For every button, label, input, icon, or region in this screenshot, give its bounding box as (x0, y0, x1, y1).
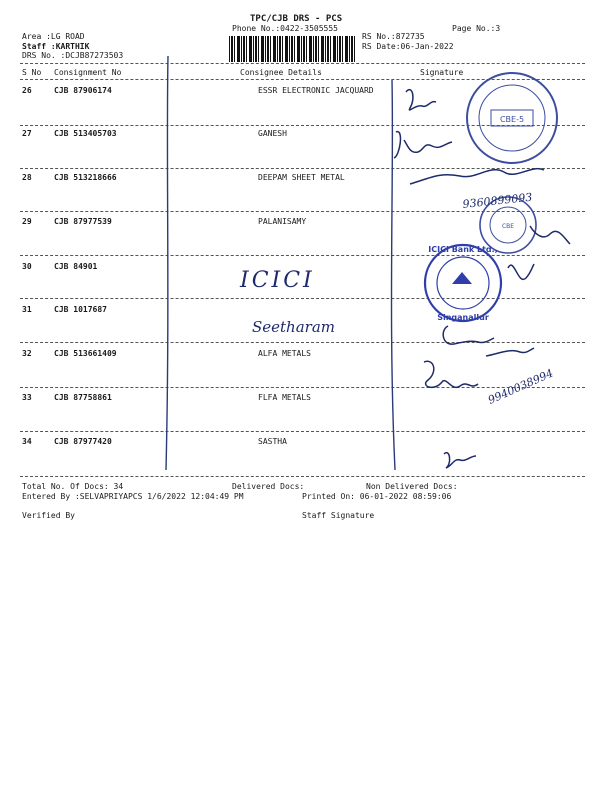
signature-row33 (424, 361, 478, 387)
rs-number: RS No.:872735 (362, 32, 425, 41)
row-consignment: CJB 87977420 (54, 437, 112, 446)
document-title: TPC/CJB DRS - PCS (250, 14, 343, 24)
signature-row28 (410, 169, 544, 184)
col-consignee: Consignee Details (240, 68, 322, 77)
drs-number: DRS No. :DCJB87273503 (22, 51, 124, 60)
signature-row34 (444, 453, 476, 468)
row-consignment: CJB 84901 (54, 262, 98, 271)
signature-row26 (406, 90, 436, 110)
row-consignment: CJB 513218666 (54, 173, 117, 182)
signature-row27 (394, 132, 452, 158)
row-consignee: DEEPAM SHEET METAL (258, 173, 345, 182)
printed-on: Printed On: 06-01-2022 08:59:06 (302, 492, 452, 501)
col-sno: S No (22, 68, 42, 77)
signature-scribbles (394, 90, 570, 468)
non-delivered-docs: Non Delivered Docs: (366, 482, 458, 491)
total-docs: Total No. Of Docs: 34 (22, 482, 124, 491)
row-sno: 32 (22, 349, 32, 358)
delivered-docs: Delivered Docs: (232, 482, 305, 491)
verified-by: Verified By (22, 511, 75, 520)
rs-date: RS Date:06-Jan-2022 (362, 42, 454, 51)
row-consignee: SASTHA (258, 437, 287, 446)
row-sno: 27 (22, 129, 32, 138)
phone-number: Phone No.:0422-3505555 (232, 24, 338, 33)
stamp-cbe-text: CBE (501, 223, 515, 230)
handwritten-phone-row28: 9360899093 (462, 190, 533, 211)
row-consignee: ESSR ELECTRONIC JACQUARD (258, 86, 374, 95)
row-sno: 33 (22, 393, 32, 402)
handdrawn-line-left (166, 56, 168, 470)
row-consignment: CJB 1017687 (54, 305, 107, 314)
row-sno: 29 (22, 217, 32, 226)
row-consignment: CJB 87906174 (54, 86, 112, 95)
row-sno: 30 (22, 262, 32, 271)
signature-row32 (486, 348, 534, 356)
bank-stamp-icon (425, 245, 501, 322)
row-consignment: CJB 513661409 (54, 349, 117, 358)
handwritten-phone-row33: 9940038994 (486, 366, 556, 407)
handdrawn-line-right (391, 80, 395, 470)
stamp-icici-line1: ICICI Bank Ltd., (428, 245, 498, 254)
signature-row31 (443, 326, 494, 344)
stamp-icici-line2: Singanallur (437, 313, 489, 322)
row-consignee: ALFA METALS (258, 349, 311, 358)
area-label: Area :LG ROAD (22, 32, 85, 41)
col-consignment: Consignment No (54, 68, 122, 77)
row-consignee: PALANISAMY (258, 217, 307, 226)
handwritten-icici: ICICI (240, 268, 315, 293)
row-consignment: CJB 513405703 (54, 129, 117, 138)
row-consignment: CJB 87977539 (54, 217, 112, 226)
row-consignee: GANESH (258, 129, 287, 138)
row-sno: 28 (22, 173, 32, 182)
row-consignment: CJB 87758861 (54, 393, 112, 402)
row-sno: 26 (22, 86, 32, 95)
page-number: Page No.:3 (452, 24, 501, 33)
col-signature: Signature (420, 68, 464, 77)
entered-by: Entered By :SELVAPRIYAPCS 1/6/2022 12:04:49 PM (22, 492, 244, 501)
handwritten-seetharam: Seetharam (252, 318, 335, 336)
row-sno: 31 (22, 305, 32, 314)
staff-signature: Staff Signature (302, 511, 375, 520)
staff-label: Staff :KARTHIK (22, 42, 90, 51)
signature-row30 (508, 264, 534, 279)
row-sno: 34 (22, 437, 32, 446)
stamp-cbe5-text: CBE-5 (499, 115, 525, 124)
company-stamp-icon (467, 73, 557, 163)
row-consignee: FLFA METALS (258, 393, 311, 402)
